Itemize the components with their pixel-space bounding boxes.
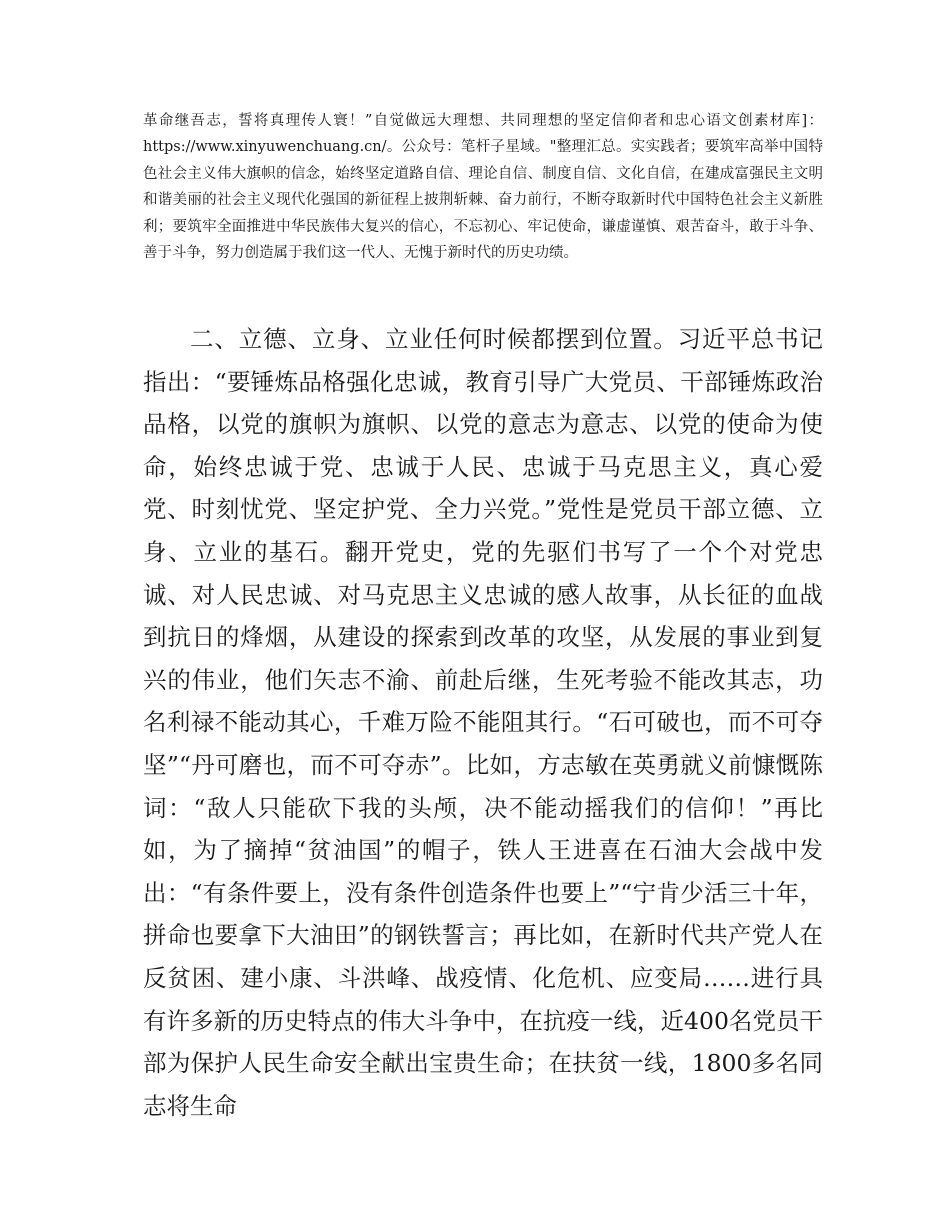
paragraph-section-two: 二、立德、立身、立业任何时候都摆到位置。习近平总书记指出：“要锤炼品格强化忠诚，教育引导广大党员、干部锤炼政治品格，以党的旗帜为旗帜、以党的意志为意志、以党的使命为使命，始终忠诚于党、忠诚于人民、忠诚于马克思主义，真心爱党、时刻忧党、坚定护党、全力兴党。”党性是党员干部立德、立身、立业的基石。翻开党史，党的先驱们书写了一个个对党忠诚、对人民忠诚、对马克思主义忠诚的感人故事，从长征的血战到抗日的烽烟，从建设的探索到改革的攻坚，从发展的事业到复兴的伟业，他们矢志不渝、前赴后继，生死考验不能改其志，功名利禄不能动其心，千难万险不能阻其行。“石可破也，而不可夺坚”“丹可磨也，而不可夺赤”。比如，方志敏在英勇就义前慷慨陈词：“敌人只能砍下我的头颅，决不能动摇我们的信仰！”再比如，为了摘掉“贫油国”的帽子，铁人王进喜在石油大会战中发出：“有条件要上，没有条件创造条件也要上”“宁肯少活三十年，拼命也要拿下大油田”的钢铁誓言；再比如，在新时代共产党人在反贫困、建小康、斗洪峰、战疫情、化危机、应变局……进行具有许多新的历史特点的伟大斗争中，在抗疫一线，近400名党员干部为保护人民生命安全献出宝贵生命；在扶贫一线，1800多名同志将生命 — [143, 325, 823, 1120]
paragraph-continuation: 革命继吾志，誓将真理传人寰！”自觉做远大理想、共同理想的坚定信仰者和忠心语文创素材库]：https://www.xinyuwenchuang.cn/。公众号：笔杆子星域。"整理汇总。实实践者；要筑牢高举中国特色社会主义伟大旗帜的信念，始终坚定道路自信、理论自信、制度自信、文化自信，在建成富强民主文明和谐美丽的社会主义现代化强国的新征程上披荆斩棘、奋力前行，不断夺取新时代中国特色社会主义新胜利；要筑牢全面推进中华民族伟大复兴的信心，不忘初心、牢记使命，谦虚谨慎、艰苦奋斗，敢于斗争、善于斗争，努力创造属于我们这一代人、无愧于新时代的历史功绩。 — [143, 113, 823, 262]
